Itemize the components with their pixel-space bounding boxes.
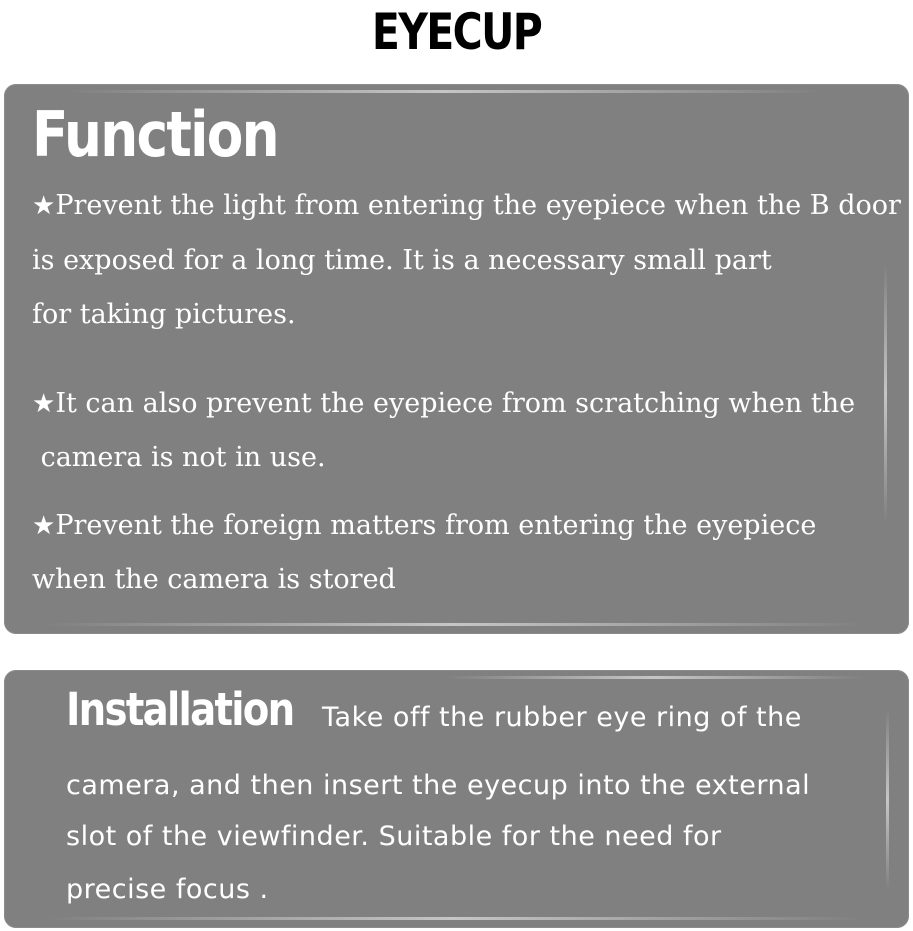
function-heading: Function xyxy=(32,98,278,171)
panel-sheen-decoration xyxy=(44,917,864,920)
function-text-line: when the camera is stored xyxy=(32,564,396,595)
panel-sheen-decoration xyxy=(64,90,824,93)
function-text: Prevent the foreign matters from entering the eyepiece xyxy=(55,510,817,541)
function-panel xyxy=(4,84,909,634)
function-bullet-line xyxy=(32,509,816,543)
panel-sheen-decoration xyxy=(444,676,864,679)
function-text-line: is exposed for a long time. It is a necessary small part xyxy=(32,245,772,276)
installation-text-line: Take off the rubber eye ring of the xyxy=(322,702,802,733)
function-text-line: camera is not in use. xyxy=(32,442,326,473)
installation-text-line: camera, and then insert the eyecup into the external xyxy=(66,770,811,801)
function-text: It can also prevent the eyepiece from scratching when the xyxy=(55,388,856,419)
installation-panel xyxy=(4,670,909,928)
function-text-line: for taking pictures. xyxy=(32,299,296,330)
star-icon: ★ xyxy=(32,511,56,541)
installation-text-line: slot of the viewfinder. Suitable for the need for xyxy=(66,821,722,852)
function-bullet-line xyxy=(32,189,901,223)
star-icon: ★ xyxy=(32,191,56,221)
panel-sheen-decoration xyxy=(44,623,864,626)
installation-heading: Installation xyxy=(66,683,294,736)
function-text: Prevent the light from entering the eyepiece when the B door xyxy=(55,190,901,221)
page-title: EYECUP xyxy=(371,3,542,61)
star-icon: ★ xyxy=(32,389,56,419)
panel-sheen-decoration xyxy=(884,264,887,524)
function-bullet-line xyxy=(32,387,855,421)
installation-text-line: precise focus . xyxy=(66,874,269,905)
panel-sheen-decoration xyxy=(886,710,889,890)
